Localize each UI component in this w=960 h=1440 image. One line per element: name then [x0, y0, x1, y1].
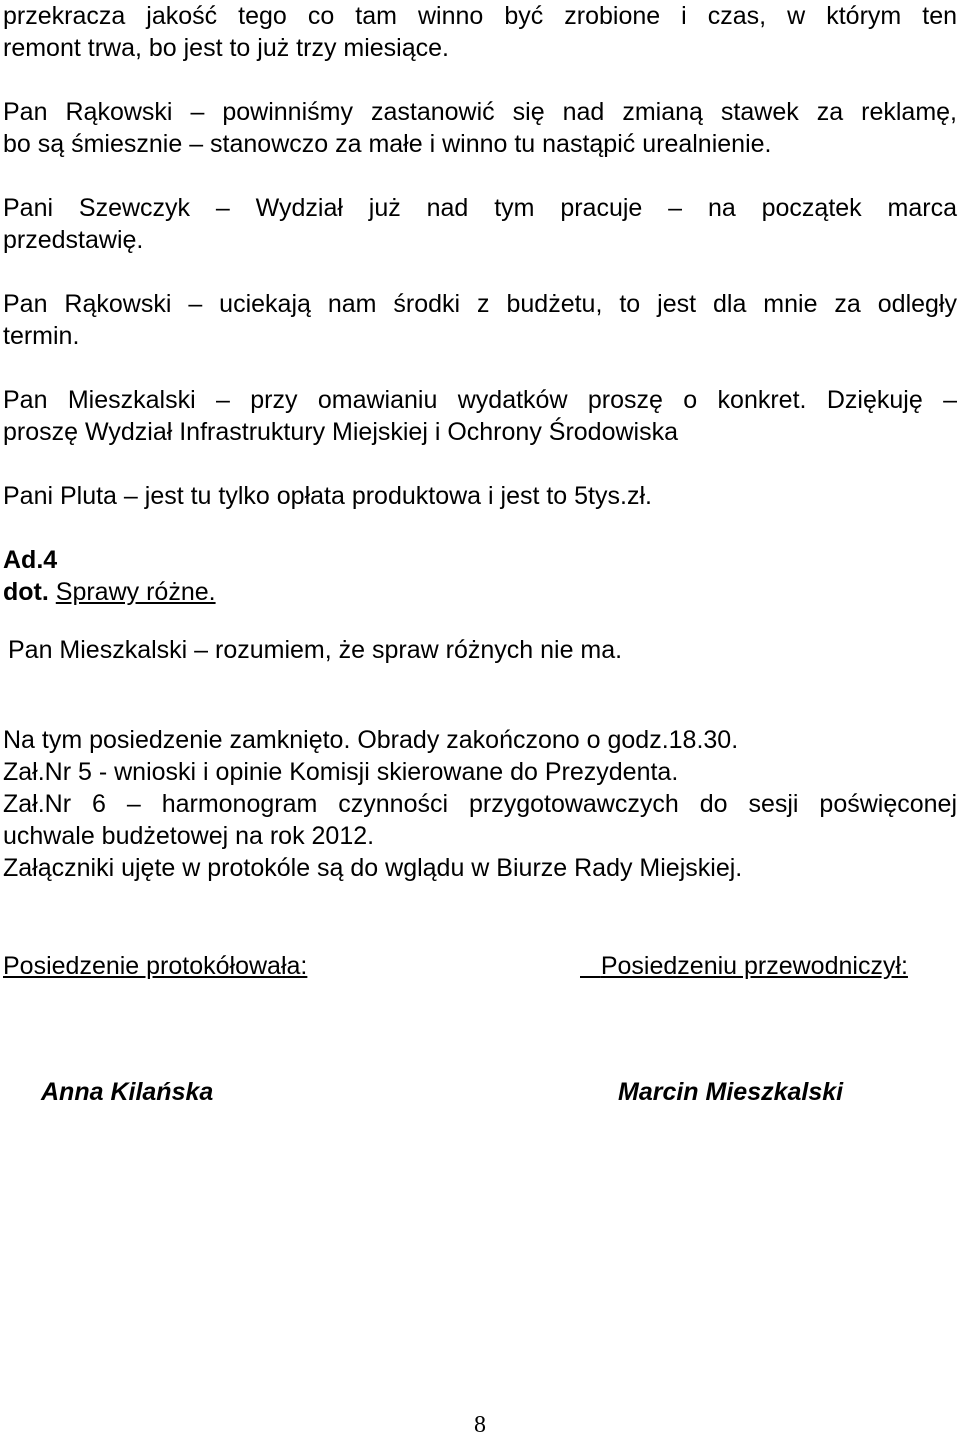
- closing-line: Na tym posiedzenie zamknięto. Obrady zakończono o godz.18.30.: [3, 726, 739, 754]
- signature-name-left: Anna Kilańska: [41, 1078, 214, 1106]
- paragraph-line: Pani Pluta – jest tu tylko opłata produktowa i jest to 5tys.zł.: [3, 482, 652, 510]
- page-number: 8: [474, 1412, 486, 1438]
- agenda-item-title: [3, 576, 216, 608]
- signature-label-right: Posiedzeniu przewodniczył:: [600, 952, 908, 980]
- agenda-item-number: Ad.4: [3, 546, 58, 574]
- paragraph-line: Pan Mieszkalski – rozumiem, że spraw różnych nie ma.: [8, 636, 623, 664]
- agenda-dot-label: dot.: [3, 578, 49, 606]
- paragraph-line: remont trwa, bo jest to już trzy miesiące.: [3, 34, 449, 62]
- paragraph-line: przekracza jakość tego co tam winno być zrobione i czas, w którym ten: [3, 2, 957, 30]
- agenda-title: Sprawy różne.: [55, 578, 216, 606]
- signature-name-right: Marcin Mieszkalski: [618, 1078, 844, 1106]
- paragraph-line: bo są śmiesznie – stanowczo za małe i winno tu nastąpić urealnienie.: [3, 130, 772, 158]
- paragraph-line: proszę Wydział Infrastruktury Miejskiej i Ochrony Środowiska: [3, 418, 678, 446]
- paragraph-line: Pani Szewczyk – Wydział już nad tym pracuje – na początek marca: [3, 194, 957, 222]
- paragraph-line: przedstawię.: [3, 226, 144, 254]
- closing-line: Zał.Nr 6 – harmonogram czynności przygotowawczych do sesji poświęconej: [3, 790, 957, 818]
- paragraph-line: Pan Rąkowski – uciekają nam środki z budżetu, to jest dla mnie za odległy: [3, 290, 957, 318]
- paragraph-line: Pan Mieszkalski – przy omawianiu wydatków proszę o konkret. Dziękuję –: [3, 386, 957, 414]
- signature-label-left: Posiedzenie protokółowała:: [3, 952, 308, 980]
- paragraph-line: Pan Rąkowski – powinniśmy zastanowić się nad zmianą stawek za reklamę,: [3, 98, 957, 126]
- closing-line: Zał.Nr 5 - wnioski i opinie Komisji skierowane do Prezydenta.: [3, 758, 679, 786]
- paragraph-line: termin.: [3, 322, 80, 350]
- closing-line: uchwale budżetowej na rok 2012.: [3, 822, 375, 850]
- closing-line: Załączniki ujęte w protokóle są do wglądu w Biurze Rady Miejskiej.: [3, 854, 743, 882]
